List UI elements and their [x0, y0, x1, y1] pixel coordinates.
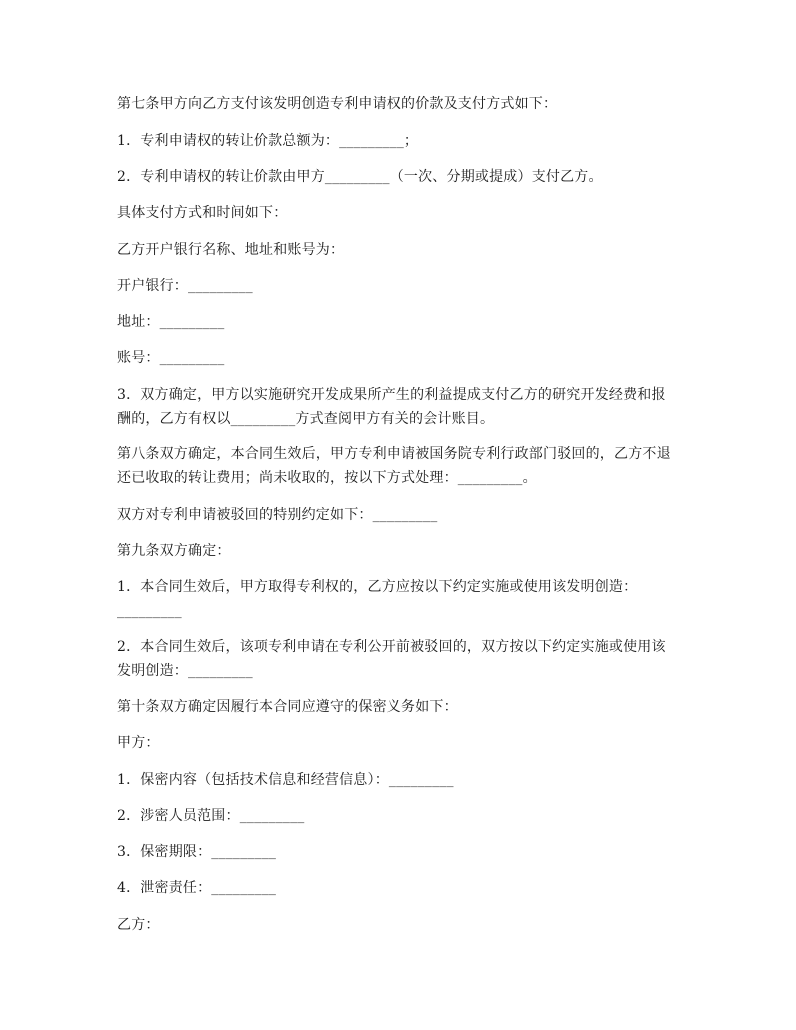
- party-a-label: 甲方：: [117, 735, 160, 751]
- party-b-label: 乙方：: [117, 917, 160, 933]
- clause-total-price: 1．专利申请权的转让价款总额为：_________；: [117, 133, 419, 149]
- article-10-heading: 第十条双方确定因履行本合同应遵守的保密义务如下：: [117, 699, 458, 715]
- clause-profit-sharing: 3．双方确定，甲方以实施研究开发成果所产生的利益提成支付乙方的研究开发经费和报酬的，乙方有权以_________方式查阅甲方有关的会计账目。: [117, 387, 666, 427]
- special-rejection-terms: 双方对专利申请被驳回的特别约定如下：_________: [117, 507, 438, 523]
- clause-patent-granted: 1．本合同生效后，甲方取得专利权的，乙方应按以下约定实施或使用该发明创造：_________: [117, 579, 638, 619]
- payment-details-label: 具体支付方式和时间如下：: [117, 205, 288, 221]
- personnel-scope-field: 2．涉密人员范围：_________: [117, 808, 305, 824]
- bank-name-field: 开户银行：_________: [117, 278, 253, 294]
- bank-info-label: 乙方开户银行名称、地址和账号为：: [117, 242, 345, 258]
- confidentiality-period-field: 3．保密期限：_________: [117, 844, 277, 860]
- clause-payment-method: 2．专利申请权的转让价款由甲方_________（一次、分期或提成）支付乙方。: [117, 169, 603, 185]
- article-7-heading: 第七条甲方向乙方支付该发明创造专利申请权的价款及支付方式如下：: [117, 96, 558, 112]
- article-9-heading: 第九条双方确定：: [117, 543, 231, 559]
- clause-patent-rejected: 2．本合同生效后，该项专利申请在专利公开前被驳回的，双方按以下约定实施或使用该发明创造：_________: [117, 639, 666, 679]
- leak-liability-field: 4．泄密责任：_________: [117, 880, 277, 896]
- article-8: 第八条双方确定，本合同生效后，甲方专利申请被国务院专利行政部门驳回的，乙方不退还已收取的转让费用；尚未收取的，按以下方式处理：_________。: [117, 446, 671, 486]
- bank-address-field: 地址：_________: [117, 314, 225, 330]
- confidential-content-field: 1．保密内容（包括技术信息和经营信息）：_________: [117, 772, 454, 788]
- account-number-field: 账号：_________: [117, 350, 225, 366]
